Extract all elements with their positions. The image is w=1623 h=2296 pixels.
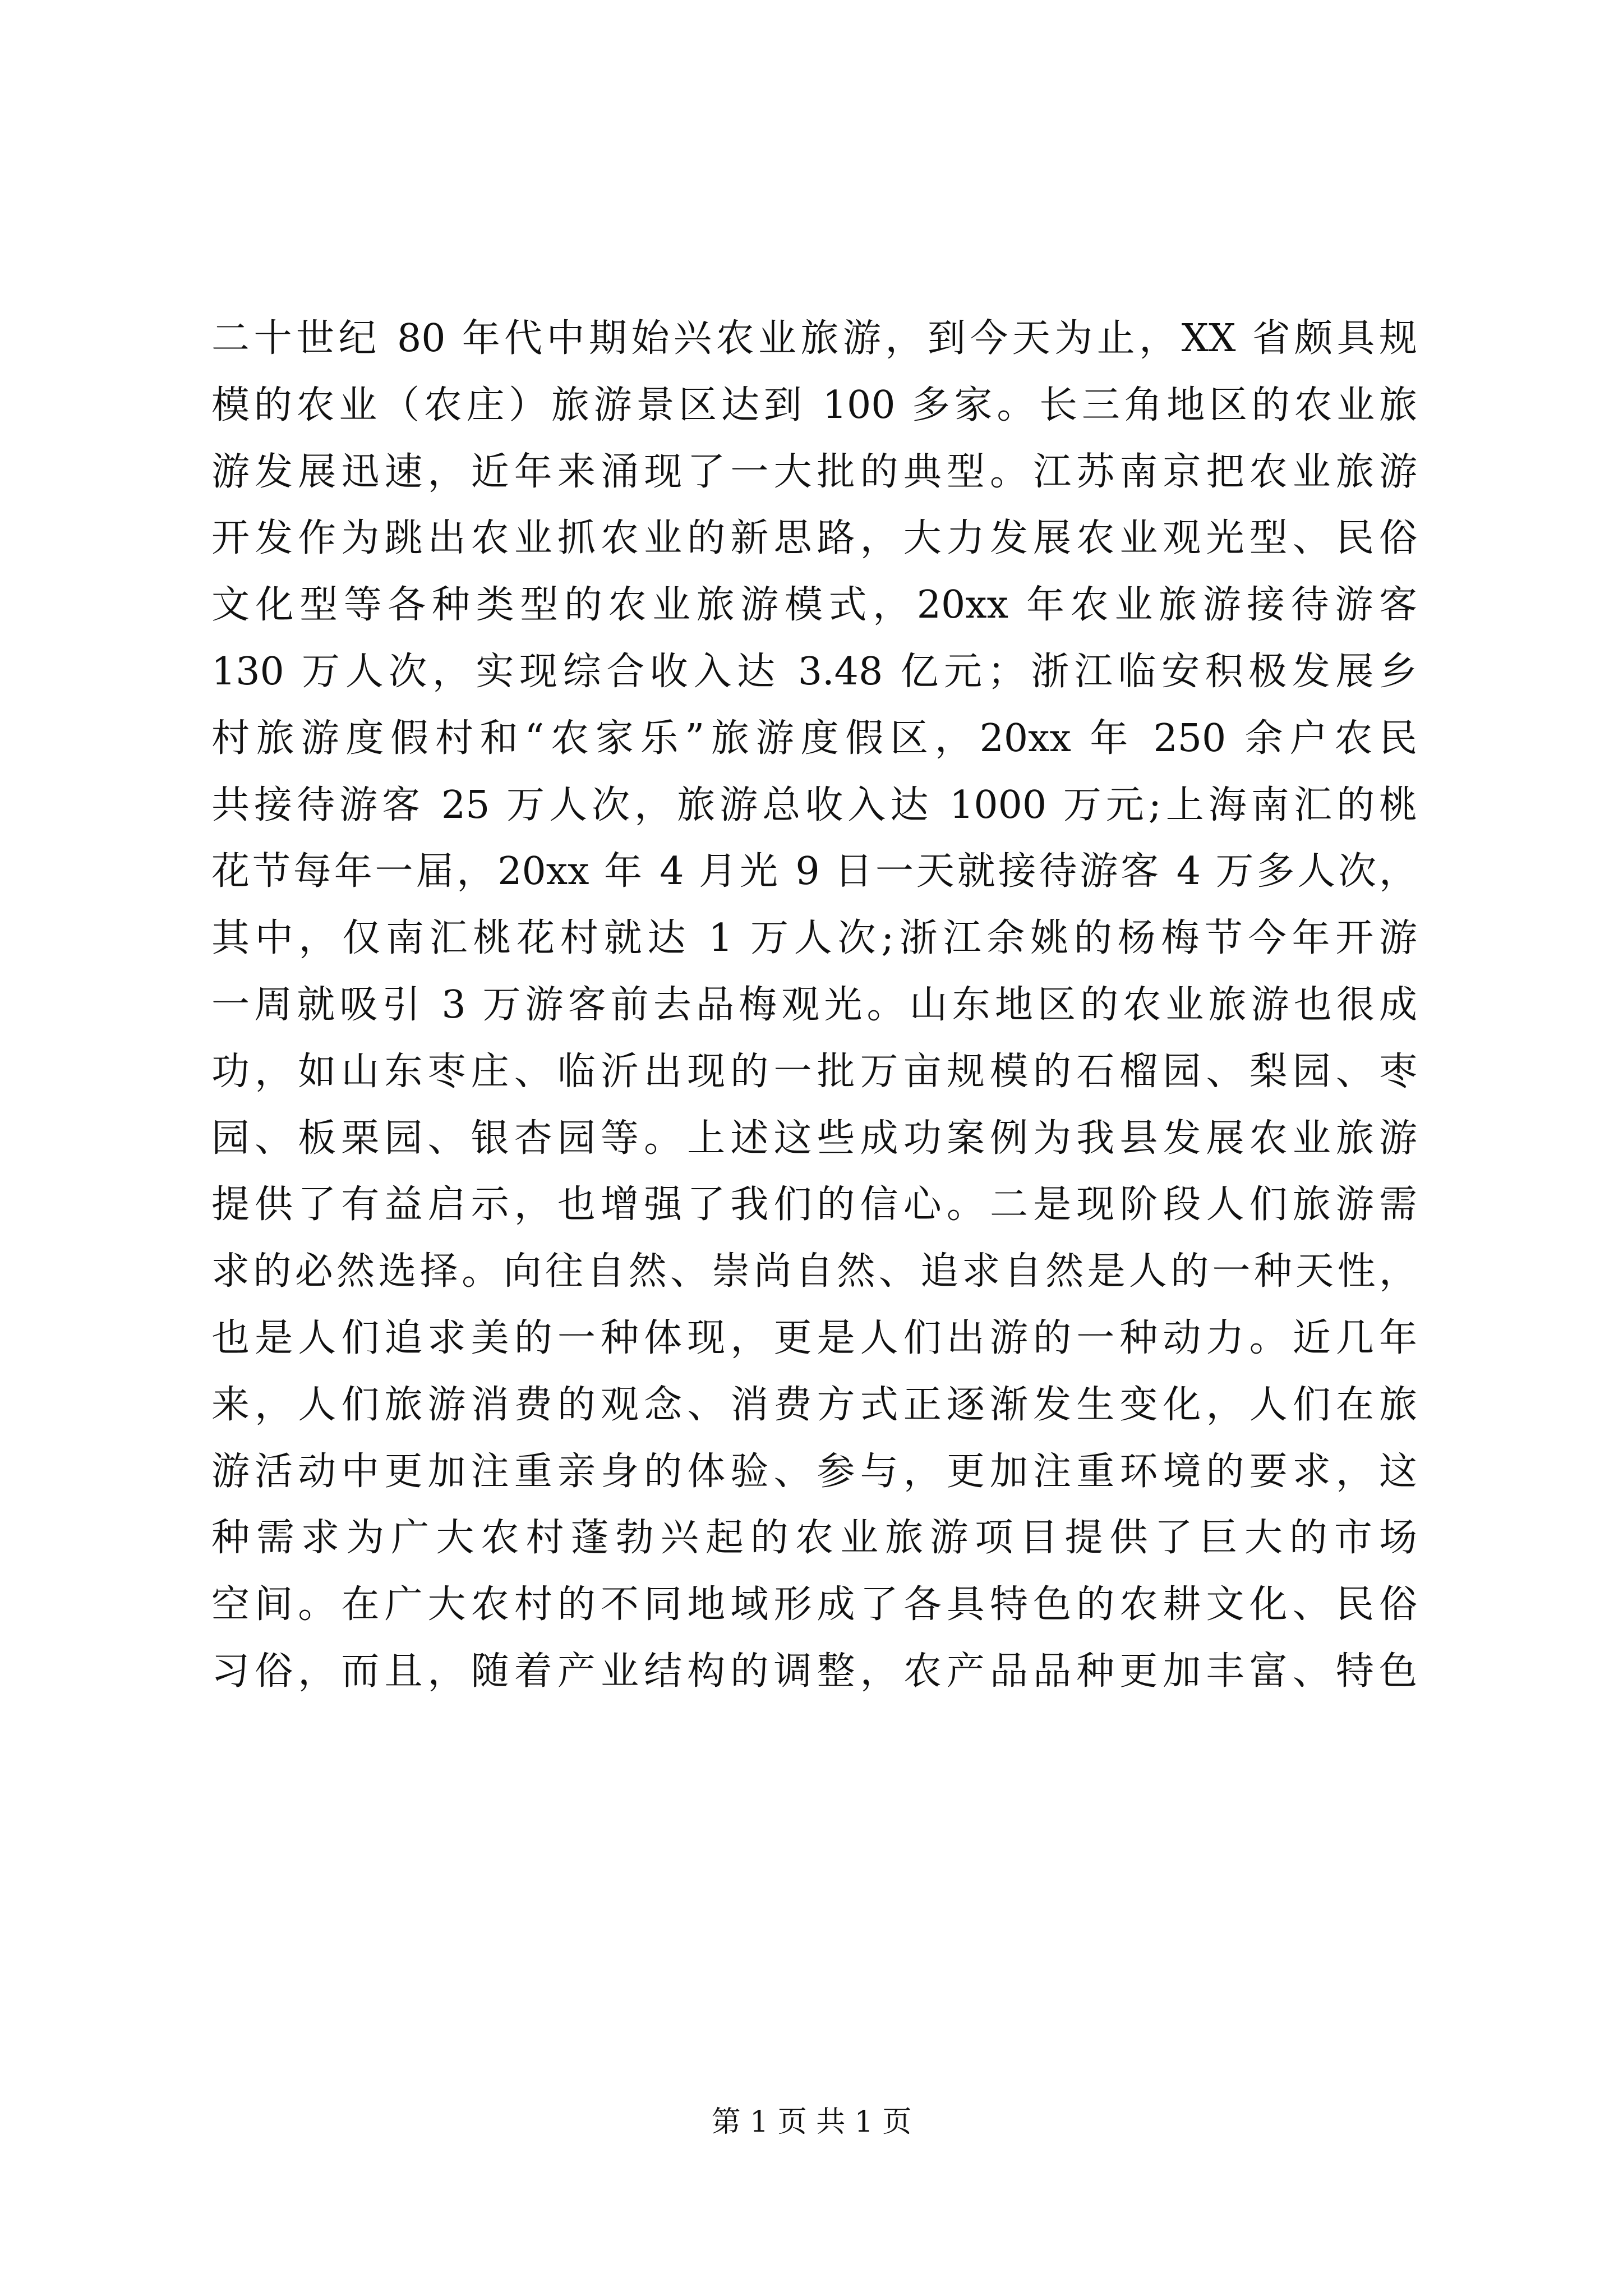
body-paragraph xyxy=(211,306,1417,1705)
text-line: 空间。在广大农村的不同地域形成了各具特色的农耕文化、民俗 xyxy=(211,1582,1417,1627)
text-line: 一周就吸引 3 万游客前去品梅观光。山东地区的农业旅游也很成 xyxy=(211,982,1417,1027)
text-line: 其中，仅南汇桃花村就达 1 万人次;浙江余姚的杨梅节今年开游 xyxy=(211,916,1417,961)
text-line: 二十世纪 80 年代中期始兴农业旅游，到今天为止，XX 省颇具规 xyxy=(211,316,1417,361)
text-line: 园、板栗园、银杏园等。上述这些成功案例为我县发展农业旅游 xyxy=(211,1116,1417,1161)
text-line: 种需求为广大农村蓬勃兴起的农业旅游项目提供了巨大的市场 xyxy=(211,1516,1417,1561)
text-line: 共接待游客 25 万人次，旅游总收入达 1000 万元;上海南汇的桃 xyxy=(211,783,1417,827)
text-line: 游活动中更加注重亲身的体验、参与，更加注重环境的要求，这 xyxy=(211,1449,1417,1494)
page-number-label: 第 1 页 共 1 页 xyxy=(711,2105,912,2139)
text-line: 求的必然选择。向往自然、崇尚自然、追求自然是人的一种天性， xyxy=(211,1249,1417,1294)
text-line: 文化型等各种类型的农业旅游模式，20xx 年农业旅游接待游客 xyxy=(211,583,1417,628)
text-line: 村旅游度假村和“农家乐”旅游度假区，20xx 年 250 余户农民 xyxy=(211,716,1417,761)
text-line: 来，人们旅游消费的观念、消费方式正逐渐发生变化，人们在旅 xyxy=(211,1382,1417,1427)
text-line: 开发作为跳出农业抓农业的新思路，大力发展农业观光型、民俗 xyxy=(211,516,1417,561)
page-footer xyxy=(0,2102,1623,2142)
text-line: 功，如山东枣庄、临沂出现的一批万亩规模的石榴园、梨园、枣 xyxy=(211,1049,1417,1094)
text-line: 游发展迅速，近年来涌现了一大批的典型。江苏南京把农业旅游 xyxy=(211,449,1417,494)
text-line: 模的农业（农庄）旅游景区达到 100 多家。长三角地区的农业旅 xyxy=(211,383,1417,427)
text-line: 习俗，而且，随着产业结构的调整，农产品品种更加丰富、特色 xyxy=(211,1649,1417,1694)
text-line: 也是人们追求美的一种体现，更是人们出游的一种动力。近几年 xyxy=(211,1315,1417,1360)
text-line: 花节每年一届，20xx 年 4 月光 9 日一天就接待游客 4 万多人次， xyxy=(211,849,1417,894)
text-line: 130 万人次，实现综合收入达 3.48 亿元；浙江临安积极发展乡 xyxy=(211,649,1417,694)
text-line: 提供了有益启示，也增强了我们的信心。二是现阶段人们旅游需 xyxy=(211,1182,1417,1227)
